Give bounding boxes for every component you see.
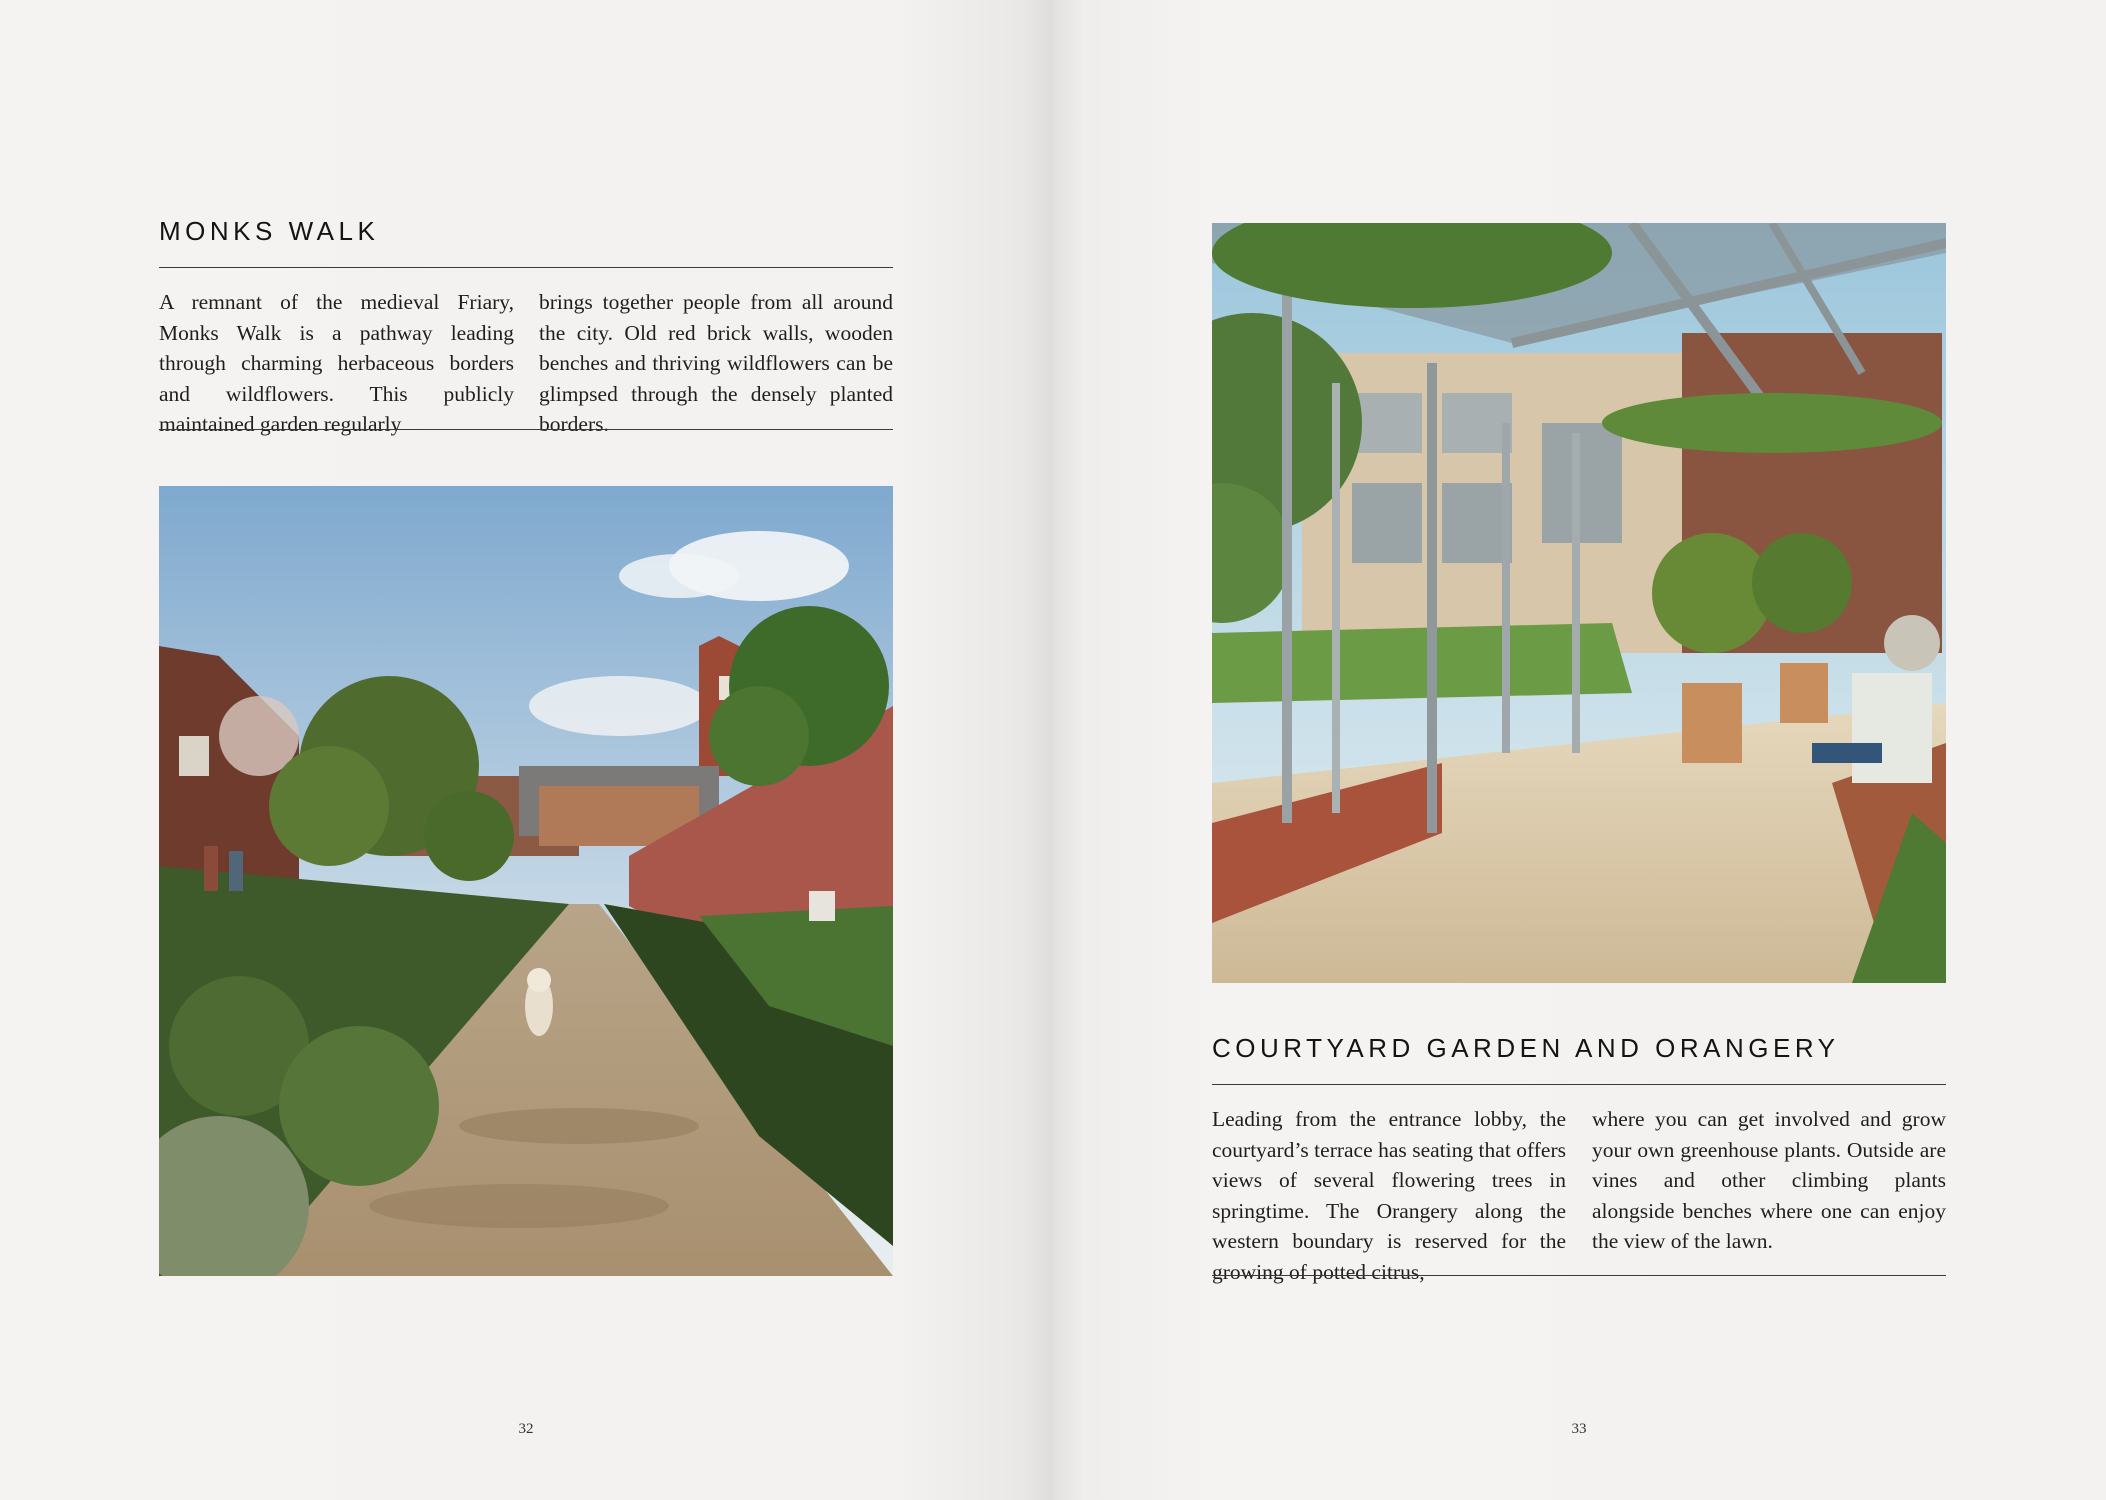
monks-walk-text-column-1: A remnant of the medieval Friary, Monks Walk is a pathway leading through charming herbaceous borders and wildflowers. This publicly maintained garden regularly bbox=[159, 290, 514, 436]
page-number-left: 32 bbox=[518, 1421, 534, 1437]
courtyard-text-column-2: where you can get involved and grow your own greenhouse plants. Outside are vines and other climbing plants alongside benches where one can enjoy the view of the lawn. bbox=[1592, 1107, 1946, 1253]
right-page bbox=[1053, 0, 2106, 1500]
page-number-right: 33 bbox=[1571, 1421, 1587, 1437]
monks-walk-garden-photo bbox=[159, 486, 893, 1276]
monks-walk-heading: MONKS WALK bbox=[159, 216, 380, 246]
courtyard-orangery-heading: COURTYARD GARDEN AND ORANGERY bbox=[1212, 1033, 1840, 1063]
text-rule bbox=[159, 429, 893, 430]
text-rule bbox=[1212, 1275, 1946, 1276]
monks-walk-text-column-2: brings together people from all around the city. Old red brick walls, wooden benches and thriving wildflowers can be glimpsed through the densely planted borders. bbox=[539, 290, 893, 436]
heading-rule bbox=[1212, 1084, 1946, 1085]
heading-rule bbox=[159, 267, 893, 268]
courtyard-orangery-photo bbox=[1212, 223, 1946, 983]
courtyard-text-column-1: Leading from the entrance lobby, the courtyard’s terrace has seating that offers views of several flowering trees in springtime. The Orangery along the western boundary is reserved for the growing of potted citrus, bbox=[1212, 1107, 1566, 1284]
